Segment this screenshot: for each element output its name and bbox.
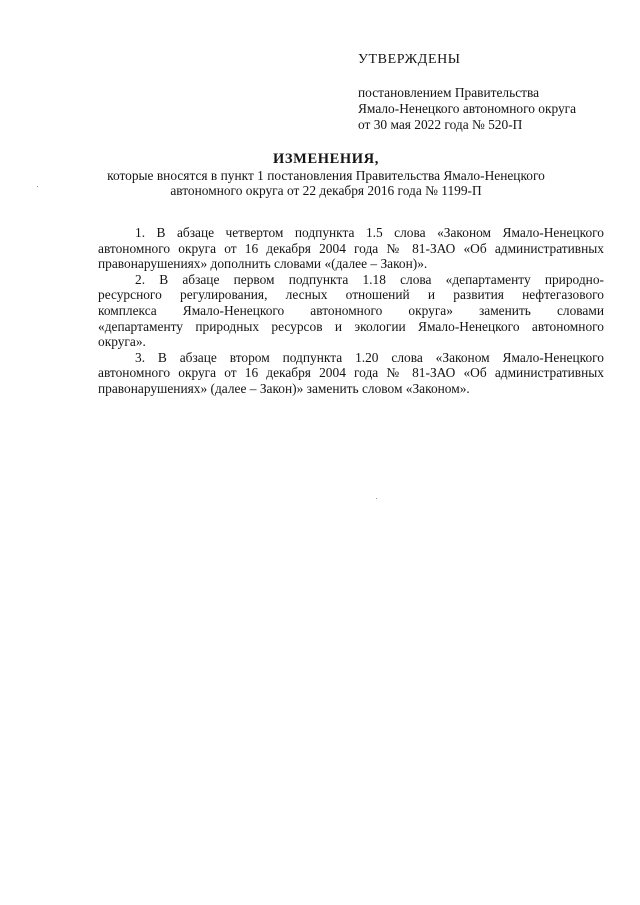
amendment-item-1 [98, 225, 604, 272]
paragraph-line: автономного округа от 16 декабря 2004 года № 81-ЗАО «Об административных [98, 365, 604, 381]
paragraph-line: ресурсного регулирования, лесных отношений и развития нефтегазового [98, 287, 604, 303]
paragraph-line: правонарушениях» (далее – Закон)» заменить словом «Законом». [98, 380, 470, 396]
amendment-item-3 [98, 350, 604, 397]
paragraph-line: 1. В абзаце четвертом подпункта 1.5 слова «Законом Ямало-Ненецкого [135, 225, 604, 240]
paragraph-line: округа». [98, 334, 146, 350]
paragraph-line: 2. В абзаце первом подпункта 1.18 слова «департаменту природно- [135, 271, 604, 287]
approval-title: УТВЕРЖДЕНЫ [358, 52, 461, 67]
heading-subtitle-line: которые вносятся в пункт 1 постановления Правительства Ямало-Ненецкого [107, 168, 545, 183]
scan-speck [37, 186, 38, 187]
scan-speck [376, 498, 377, 499]
approval-block [358, 52, 618, 133]
amendments-list [98, 225, 604, 397]
approval-line: от 30 мая 2022 года № 520-П [358, 117, 523, 132]
paragraph-line: комплекса Ямало-Ненецкого автономного округа» заменить словами [98, 302, 604, 318]
paragraph-line: «департаменту природных ресурсов и экологии Ямало-Ненецкого автономного [98, 318, 604, 334]
approval-line: постановлением Правительства [358, 85, 540, 100]
approval-line: Ямало-Ненецкого автономного округа [358, 101, 577, 116]
heading-subtitle-line: автономного округа от 22 декабря 2016 года № 1199-П [170, 183, 482, 198]
paragraph-line: правонарушениях» дополнить словами «(далее – Закон)». [98, 256, 428, 272]
amendment-item-2 [98, 272, 604, 350]
document-heading [90, 150, 562, 198]
heading-title: ИЗМЕНЕНИЯ, [273, 151, 379, 167]
paragraph-line: автономного округа от 16 декабря 2004 года № 81-ЗАО «Об административных [98, 240, 604, 256]
paragraph-line: 3. В абзаце втором подпункта 1.20 слова «Законом Ямало-Ненецкого [135, 349, 604, 365]
